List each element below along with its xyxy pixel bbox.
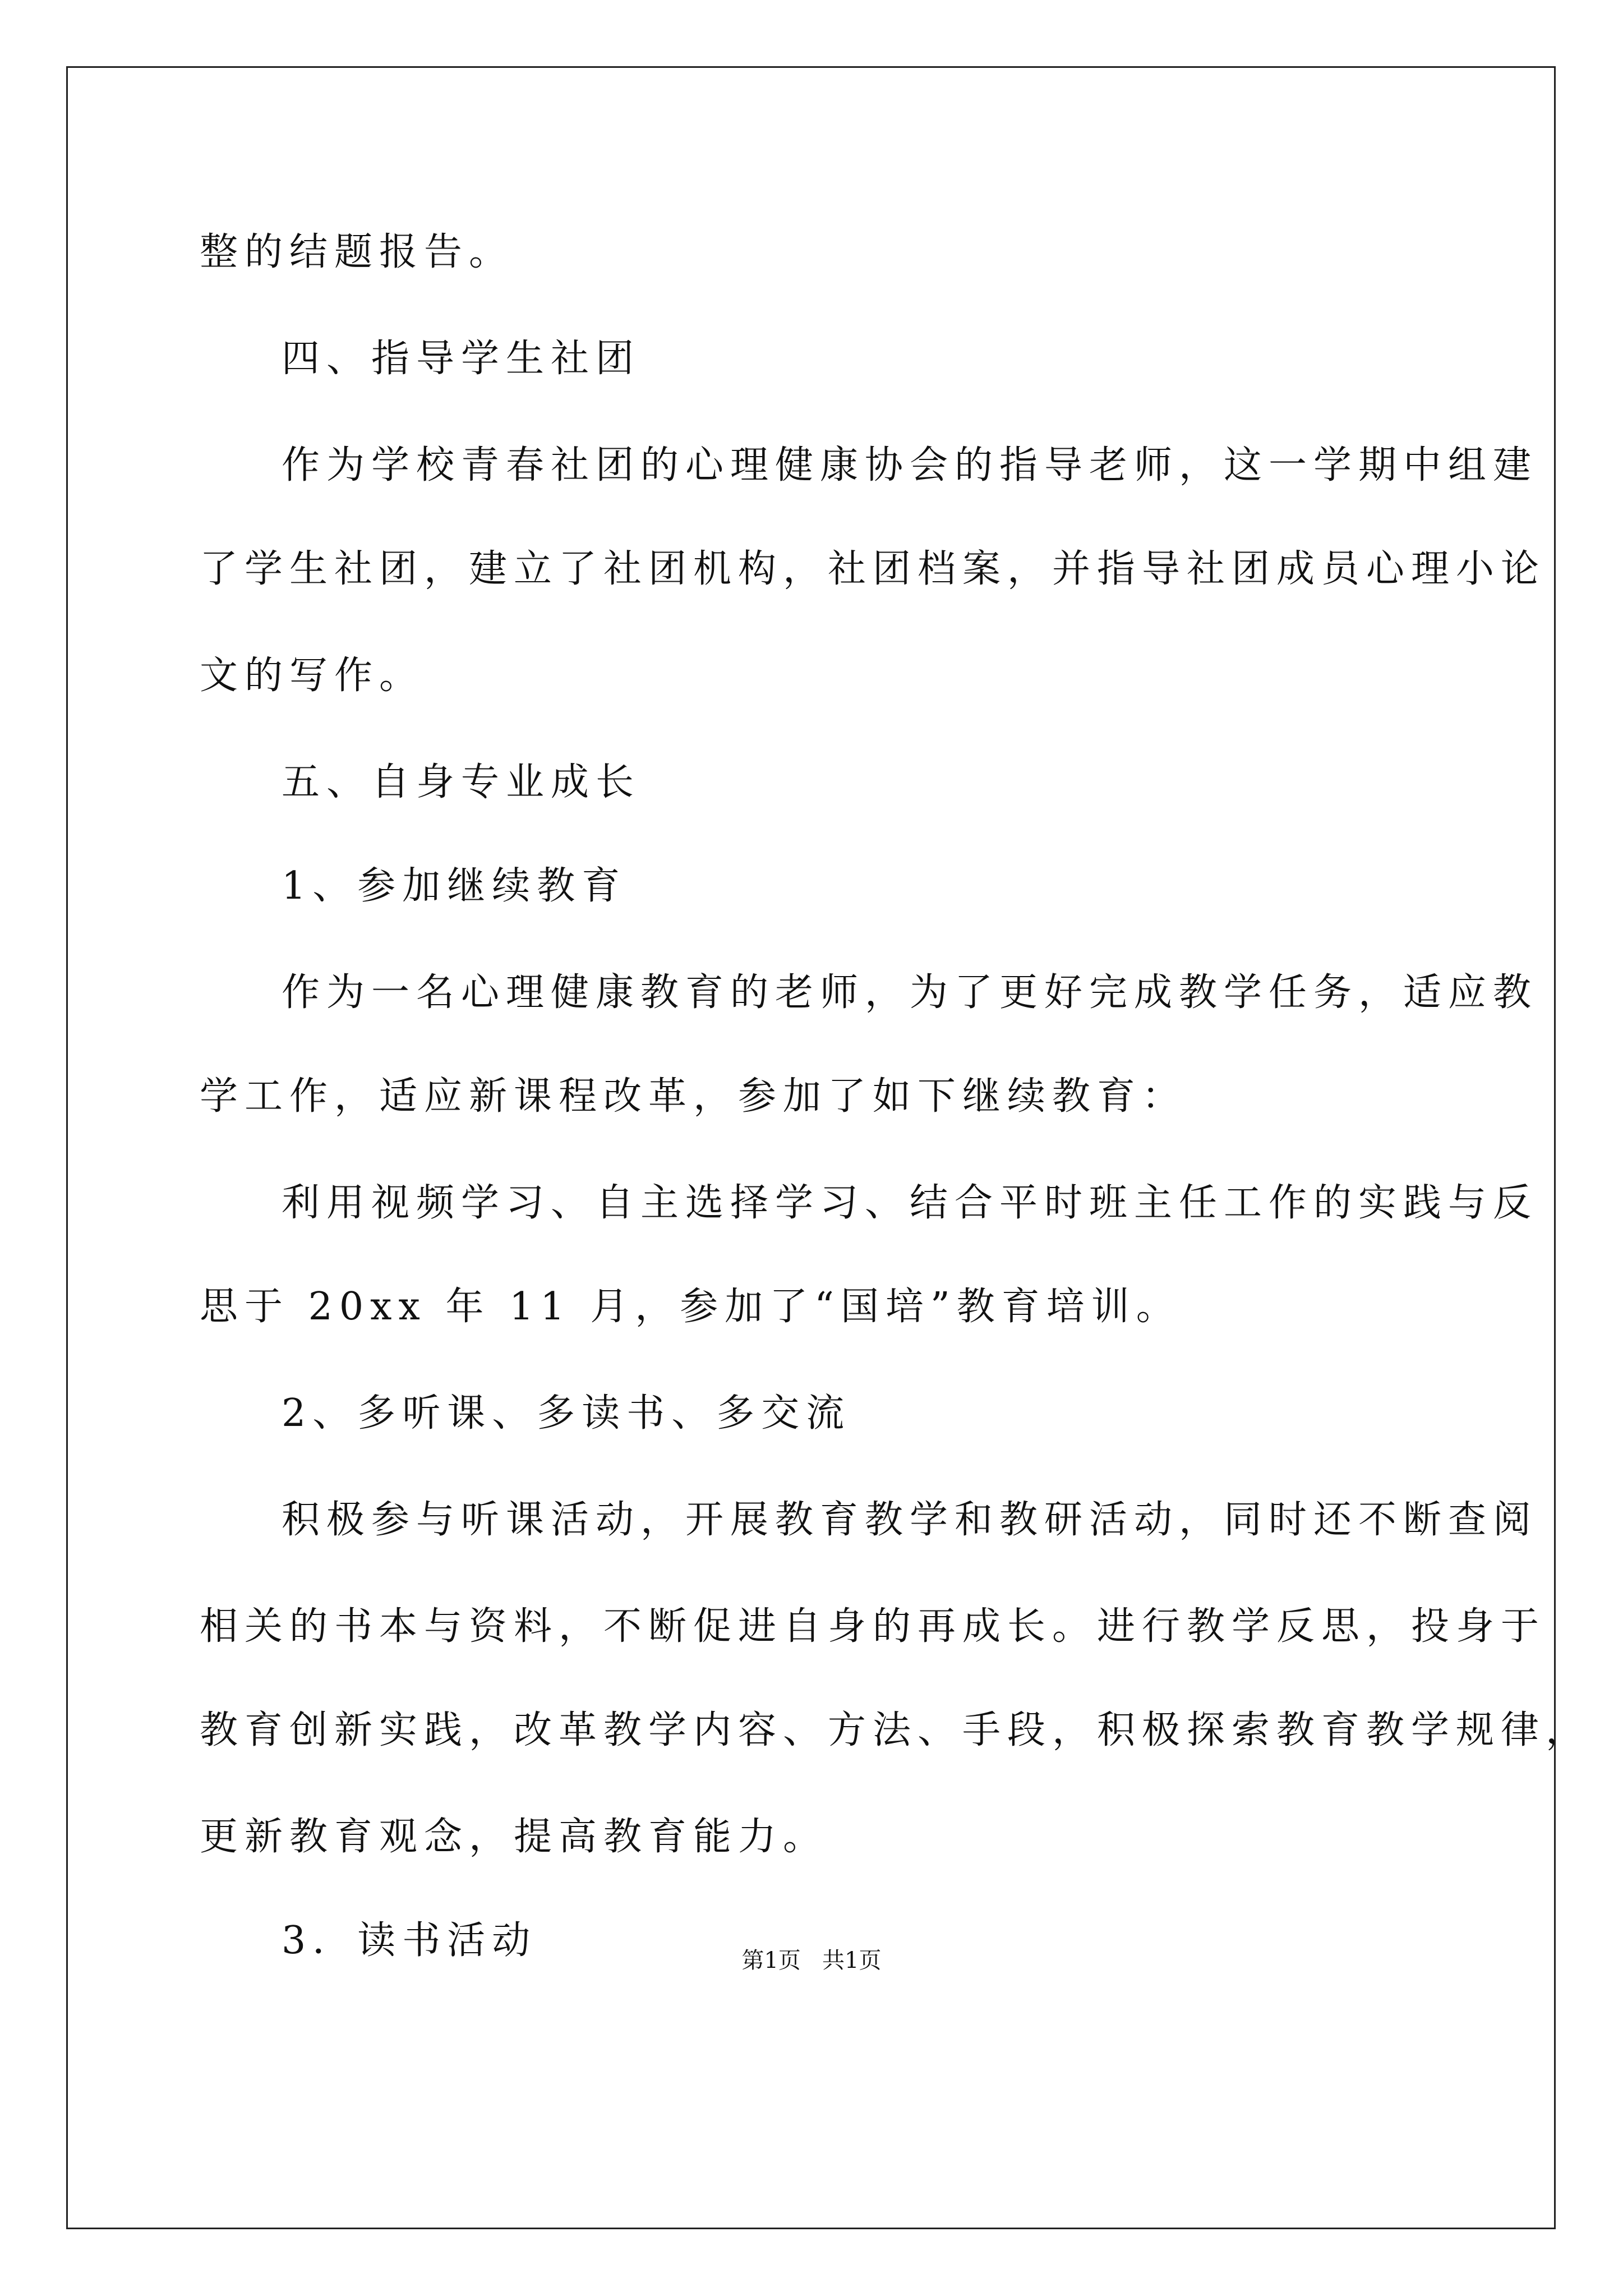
text-line: 思于 20xx 年 11 月，参加了“国培”教育培训。: [200, 1285, 1181, 1329]
text-line: 作为学校青春社团的心理健康协会的指导老师，这一学期中组建: [282, 443, 1538, 487]
section-heading: 五、自身专业成长: [282, 760, 641, 804]
text-line: 积极参与听课活动，开展教育教学和教研活动，同时还不断查阅: [282, 1498, 1538, 1542]
text-line: 作为一名心理健康教育的老师，为了更好完成教学任务，适应教: [282, 970, 1538, 1015]
text-line: 更新教育观念，提高教育能力。: [200, 1815, 828, 1859]
subsection-heading: 2、多听课、多读书、多交流: [282, 1391, 851, 1435]
text-line: 文的写作。: [200, 654, 425, 698]
page-border: [66, 66, 1556, 2229]
text-line: 了学生社团，建立了社团机构，社团档案，并指导社团成员心理小论: [200, 547, 1546, 591]
subsection-heading: 3．读书活动: [282, 1918, 537, 1963]
text-line: 教育创新实践，改革教学内容、方法、手段，积极探索教育教学规律，: [200, 1708, 1591, 1752]
text-line: 相关的书本与资料，不断促进自身的再成长。进行教学反思，投身于: [200, 1604, 1546, 1649]
section-heading: 四、指导学生社团: [282, 337, 641, 381]
text-line: 利用视频学习、自主选择学习、结合平时班主任工作的实践与反: [282, 1181, 1538, 1225]
subsection-heading: 1、参加继续教育: [282, 864, 627, 908]
page-footer: 第1页 共1页: [741, 1948, 882, 1973]
text-line: 学工作，适应新课程改革，参加了如下继续教育：: [200, 1074, 1187, 1119]
text-line: 整的结题报告。: [200, 230, 514, 274]
